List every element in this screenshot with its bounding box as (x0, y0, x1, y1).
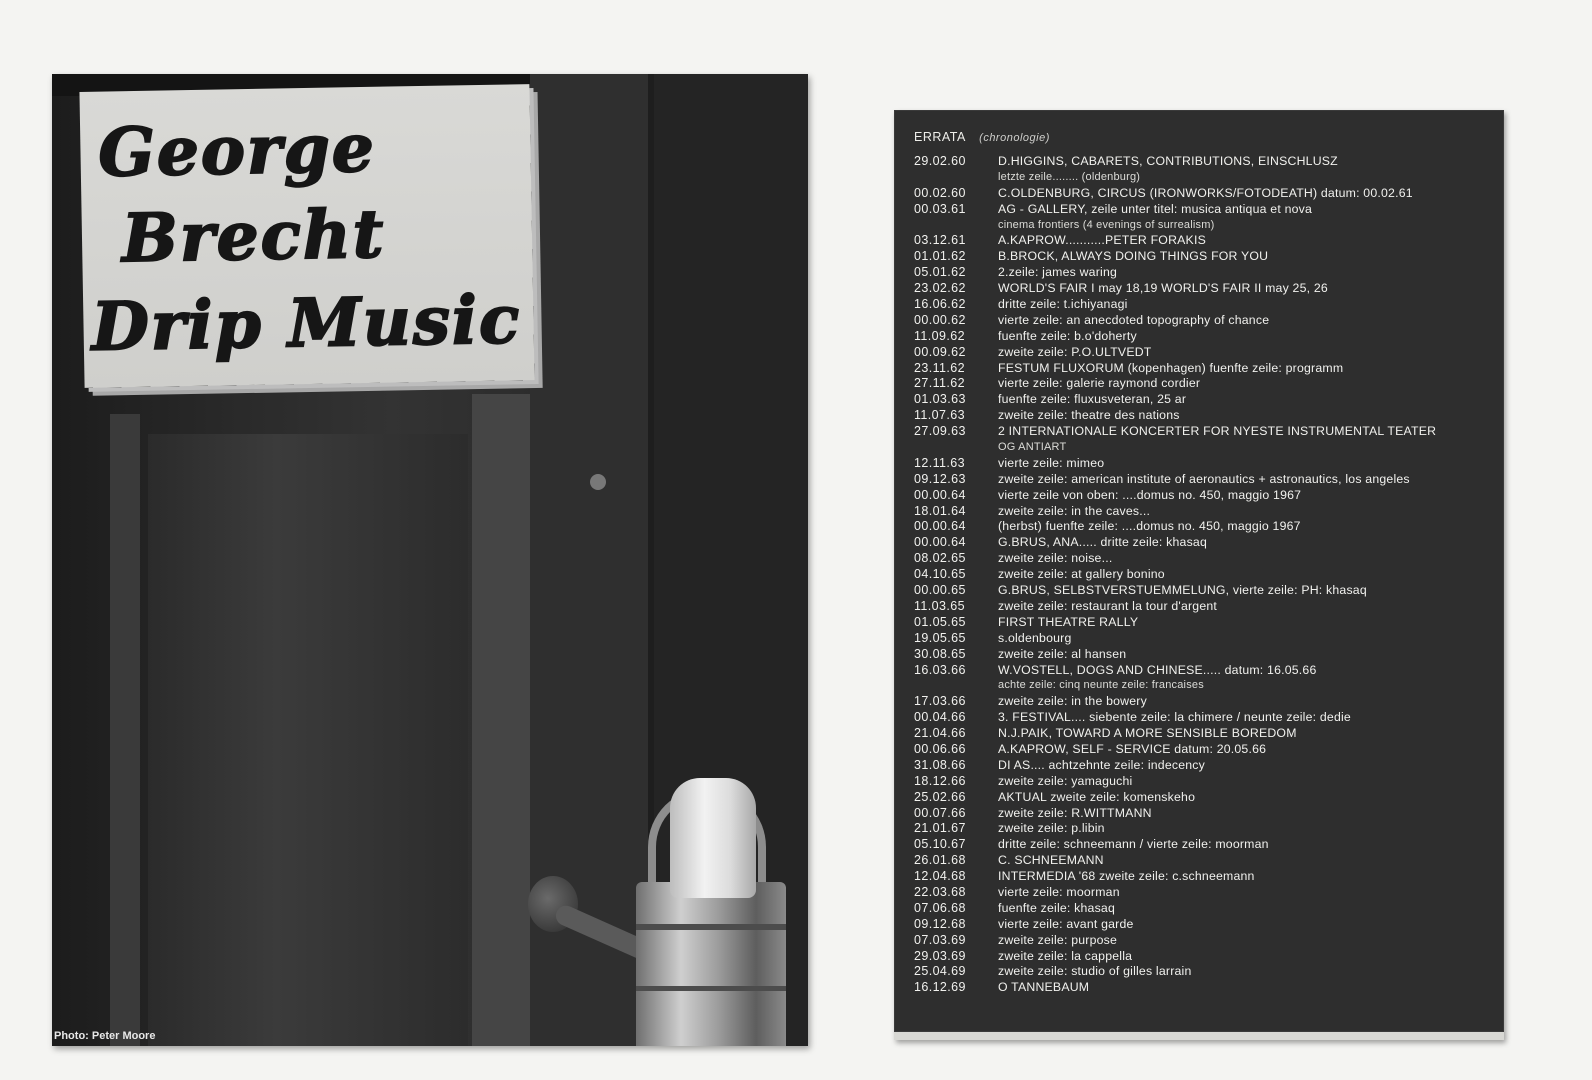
entry-date: 01.05.65 (914, 614, 966, 629)
errata-entry (914, 583, 1494, 599)
entry-text: zweite zeile: restaurant la tour d'argent (998, 598, 1218, 613)
errata-entry (914, 408, 1494, 424)
entry-text: vierte zeile: galerie raymond cordier (998, 376, 1201, 391)
entry-date: 29.03.69 (914, 948, 966, 963)
entry-date: 21.01.67 (914, 821, 966, 836)
errata-entry (914, 361, 1494, 377)
photo-credit: Photo: Peter Moore (54, 1030, 156, 1042)
errata-entry (914, 472, 1494, 488)
cloth-in-can (670, 778, 756, 898)
errata-entry (914, 154, 1494, 170)
entry-date: 09.12.63 (914, 471, 966, 486)
entry-text: FIRST THEATRE RALLY (998, 614, 1139, 629)
entry-date: 09.12.68 (914, 916, 966, 931)
errata-entry (914, 806, 1494, 822)
entry-date: 01.01.62 (914, 249, 966, 264)
entry-text: AKTUAL zweite zeile: komenskeho (998, 789, 1196, 804)
entry-text: fuenfte zeile: fluxusveteran, 25 ar (998, 392, 1187, 407)
entry-date: 04.10.65 (914, 567, 966, 582)
entry-text: FESTUM FLUXORUM (kopenhagen) fuenfte zeile: programm (998, 360, 1344, 375)
entry-text: (herbst) fuenfte zeile: ....domus no. 450, maggio 1967 (998, 519, 1301, 534)
errata-entry (914, 678, 1494, 694)
entry-text: zweite zeile: R.WITTMANN (998, 805, 1152, 820)
errata-entry (914, 901, 1494, 917)
entry-text: G.BRUS, SELBSTVERSTUEMMELUNG, vierte zeile: PH: khasaq (998, 583, 1367, 598)
watering-can (612, 774, 808, 1046)
wall-knob (590, 474, 606, 490)
entry-text: vierte zeile: avant garde (998, 916, 1134, 931)
errata-entry (914, 869, 1494, 885)
entry-date: 23.02.62 (914, 281, 966, 296)
entry-text: zweite zeile: P.O.ULTVEDT (998, 344, 1152, 359)
entry-text: zweite zeile: p.libin (998, 821, 1105, 836)
entry-text: OG ANTIART (998, 441, 1067, 454)
errata-entry (914, 694, 1494, 710)
entry-date: 18.01.64 (914, 503, 966, 518)
errata-entry (914, 519, 1494, 535)
entry-date: 00.00.64 (914, 535, 966, 550)
errata-entry (914, 949, 1494, 965)
errata-entry (914, 663, 1494, 679)
entry-text: 2.zeile: james waring (998, 265, 1118, 280)
entry-date: 22.03.68 (914, 884, 966, 899)
entry-text: zweite zeile: al hansen (998, 646, 1127, 661)
entry-date: 08.02.65 (914, 551, 966, 566)
entry-text: 3. FESTIVAL.... siebente zeile: la chimere / neunte zeile: dedie (998, 710, 1351, 725)
sign-line-2: Brecht (121, 194, 386, 278)
entry-date: 07.03.69 (914, 932, 966, 947)
entry-text: INTERMEDIA '68 zweite zeile: c.schneemann (998, 869, 1255, 884)
sign-line-3: Drip Music (90, 280, 522, 366)
errata-list (914, 154, 1494, 996)
entry-date: 00.00.65 (914, 583, 966, 598)
errata-entry (914, 218, 1494, 234)
errata-entry (914, 964, 1494, 980)
errata-entry (914, 790, 1494, 806)
errata-entry (914, 631, 1494, 647)
entry-text: zweite zeile: noise... (998, 551, 1113, 566)
errata-entry (914, 170, 1494, 186)
entry-date: 00.03.61 (914, 201, 966, 216)
errata-entry (914, 551, 1494, 567)
watering-can-ring (636, 924, 786, 930)
entry-date: 16.03.66 (914, 662, 966, 677)
errata-entry (914, 837, 1494, 853)
entry-text: G.BRUS, ANA..... dritte zeile: khasaq (998, 535, 1208, 550)
errata-entry (914, 313, 1494, 329)
errata-entry (914, 440, 1494, 456)
entry-date: 11.07.63 (914, 408, 965, 423)
entry-date: 00.09.62 (914, 344, 966, 359)
entry-date: 25.02.66 (914, 789, 966, 804)
entry-date: 00.04.66 (914, 710, 966, 725)
errata-entry (914, 345, 1494, 361)
errata-entry (914, 376, 1494, 392)
entry-date: 18.12.66 (914, 773, 966, 788)
entry-text: W.VOSTELL, DOGS AND CHINESE..... datum: 16.05.66 (998, 662, 1317, 677)
errata-entry (914, 821, 1494, 837)
entry-text: vierte zeile: mimeo (998, 455, 1105, 470)
doorframe-left (110, 414, 140, 1046)
entry-text: zweite zeile: in the bowery (998, 694, 1147, 709)
errata-entry (914, 615, 1494, 631)
entry-date: 00.00.62 (914, 312, 966, 327)
entry-date: 30.08.65 (914, 646, 966, 661)
errata-entry (914, 186, 1494, 202)
entry-text: vierte zeile von oben: ....domus no. 450, maggio 1967 (998, 487, 1302, 502)
entry-date: 27.11.62 (914, 376, 965, 391)
errata-entry (914, 742, 1494, 758)
errata-entry (914, 567, 1494, 583)
entry-date: 25.04.69 (914, 964, 966, 979)
errata-entry (914, 647, 1494, 663)
entry-text: zweite zeile: in the caves... (998, 503, 1151, 518)
entry-text: C.OLDENBURG, CIRCUS (IRONWORKS/FOTODEATH) datum: 00.02.61 (998, 185, 1413, 200)
errata-entry (914, 488, 1494, 504)
entry-text: vierte zeile: an anecdoted topography of chance (998, 312, 1270, 327)
entry-text: zweite zeile: purpose (998, 932, 1118, 947)
entry-date: 00.06.66 (914, 741, 966, 756)
entry-date: 16.12.69 (914, 980, 966, 995)
entry-date: 12.04.68 (914, 869, 966, 884)
errata-entry (914, 424, 1494, 440)
errata-entry (914, 535, 1494, 551)
entry-date: 16.06.62 (914, 297, 966, 312)
errata-entry (914, 392, 1494, 408)
entry-text: AG - GALLERY, zeile unter titel: musica antiqua et nova (998, 201, 1313, 216)
errata-entry (914, 202, 1494, 218)
entry-date: 03.12.61 (914, 233, 966, 248)
entry-text: zweite zeile: theatre des nations (998, 408, 1180, 423)
entry-text: dritte zeile: t.ichiyanagi (998, 297, 1128, 312)
entry-date: 31.08.66 (914, 757, 966, 772)
entry-text: WORLD'S FAIR I may 18,19 WORLD'S FAIR II may 25, 26 (998, 281, 1328, 296)
entry-text: zweite zeile: studio of gilles larrain (998, 964, 1192, 979)
entry-text: cinema frontiers (4 evenings of surrealism) (998, 218, 1215, 231)
photo-booklet-cover (52, 74, 808, 1046)
entry-text: D.HIGGINS, CABARETS, CONTRIBUTIONS, EINSCHLUSZ (998, 154, 1338, 168)
entry-date: 19.05.65 (914, 630, 966, 645)
entry-text: B.BROCK, ALWAYS DOING THINGS FOR YOU (998, 249, 1269, 264)
entry-date: 01.03.63 (914, 392, 966, 407)
entry-date: 17.03.66 (914, 694, 966, 709)
entry-date: 00.07.66 (914, 805, 966, 820)
entry-text: zweite zeile: american institute of aeronautics + astronautics, los angeles (998, 471, 1410, 486)
entry-text: zweite zeile: yamaguchi (998, 773, 1133, 788)
entry-text: letzte zeile........ (oldenburg) (998, 170, 1141, 183)
entry-text: fuenfte zeile: khasaq (998, 900, 1115, 915)
errata-entry (914, 233, 1494, 249)
entry-date: 07.06.68 (914, 900, 966, 915)
entry-date: 00.02.60 (914, 185, 966, 200)
doorframe-right (472, 394, 530, 1046)
watering-can-body (636, 882, 786, 1046)
errata-entry (914, 249, 1494, 265)
errata-booklet (894, 110, 1504, 1040)
entry-text: vierte zeile: moorman (998, 884, 1120, 899)
entry-text: A.KAPROW...........PETER FORAKIS (998, 233, 1206, 248)
errata-entry (914, 329, 1494, 345)
entry-text: A.KAPROW, SELF - SERVICE datum: 20.05.66 (998, 741, 1267, 756)
errata-header (914, 130, 1050, 144)
entry-text: N.J.PAIK, TOWARD A MORE SENSIBLE BOREDOM (998, 726, 1297, 741)
entry-text: achte zeile: cinq neunte zeile: francaises (998, 679, 1204, 692)
errata-entry (914, 710, 1494, 726)
entry-date: 11.03.65 (914, 598, 965, 613)
entry-text: s.oldenbourg (998, 630, 1072, 645)
errata-entry (914, 504, 1494, 520)
entry-text: C. SCHNEEMANN (998, 853, 1104, 868)
entry-text: 2 INTERNATIONALE KONCERTER FOR NYESTE INSTRUMENTAL TEATER (998, 424, 1437, 439)
errata-entry (914, 456, 1494, 472)
errata-entry (914, 933, 1494, 949)
errata-entry (914, 726, 1494, 742)
entry-date: 00.00.64 (914, 487, 966, 502)
entry-date: 00.00.64 (914, 519, 966, 534)
door-panel (148, 434, 468, 1046)
handwritten-sign (79, 84, 534, 388)
watering-can-ring-lower (636, 986, 786, 991)
errata-entry (914, 980, 1494, 996)
errata-entry (914, 297, 1494, 313)
entry-date: 23.11.62 (914, 360, 965, 375)
entry-text: dritte zeile: schneemann / vierte zeile: moorman (998, 837, 1269, 852)
errata-entry (914, 599, 1494, 615)
entry-text: fuenfte zeile: b.o'doherty (998, 328, 1137, 343)
errata-entry (914, 281, 1494, 297)
entry-text: zweite zeile: la cappella (998, 948, 1133, 963)
errata-entry (914, 774, 1494, 790)
entry-date: 29.02.60 (914, 154, 966, 168)
sign-line-1: George (97, 108, 377, 192)
entry-date: 05.10.67 (914, 837, 966, 852)
entry-text: DI AS.... achtzehnte zeile: indecency (998, 757, 1205, 772)
entry-date: 11.09.62 (914, 328, 965, 343)
errata-subtitle: (chronologie) (979, 132, 1050, 144)
entry-text: zweite zeile: at gallery bonino (998, 567, 1165, 582)
entry-date: 12.11.63 (914, 455, 965, 470)
entry-date: 05.01.62 (914, 265, 966, 280)
errata-title: ERRATA (914, 130, 966, 144)
errata-entry (914, 853, 1494, 869)
entry-date: 27.09.63 (914, 424, 966, 439)
entry-text: O TANNEBAUM (998, 980, 1090, 995)
entry-date: 26.01.68 (914, 853, 966, 868)
errata-entry (914, 917, 1494, 933)
errata-entry (914, 758, 1494, 774)
errata-entry (914, 265, 1494, 281)
errata-entry (914, 885, 1494, 901)
entry-date: 21.04.66 (914, 726, 966, 741)
